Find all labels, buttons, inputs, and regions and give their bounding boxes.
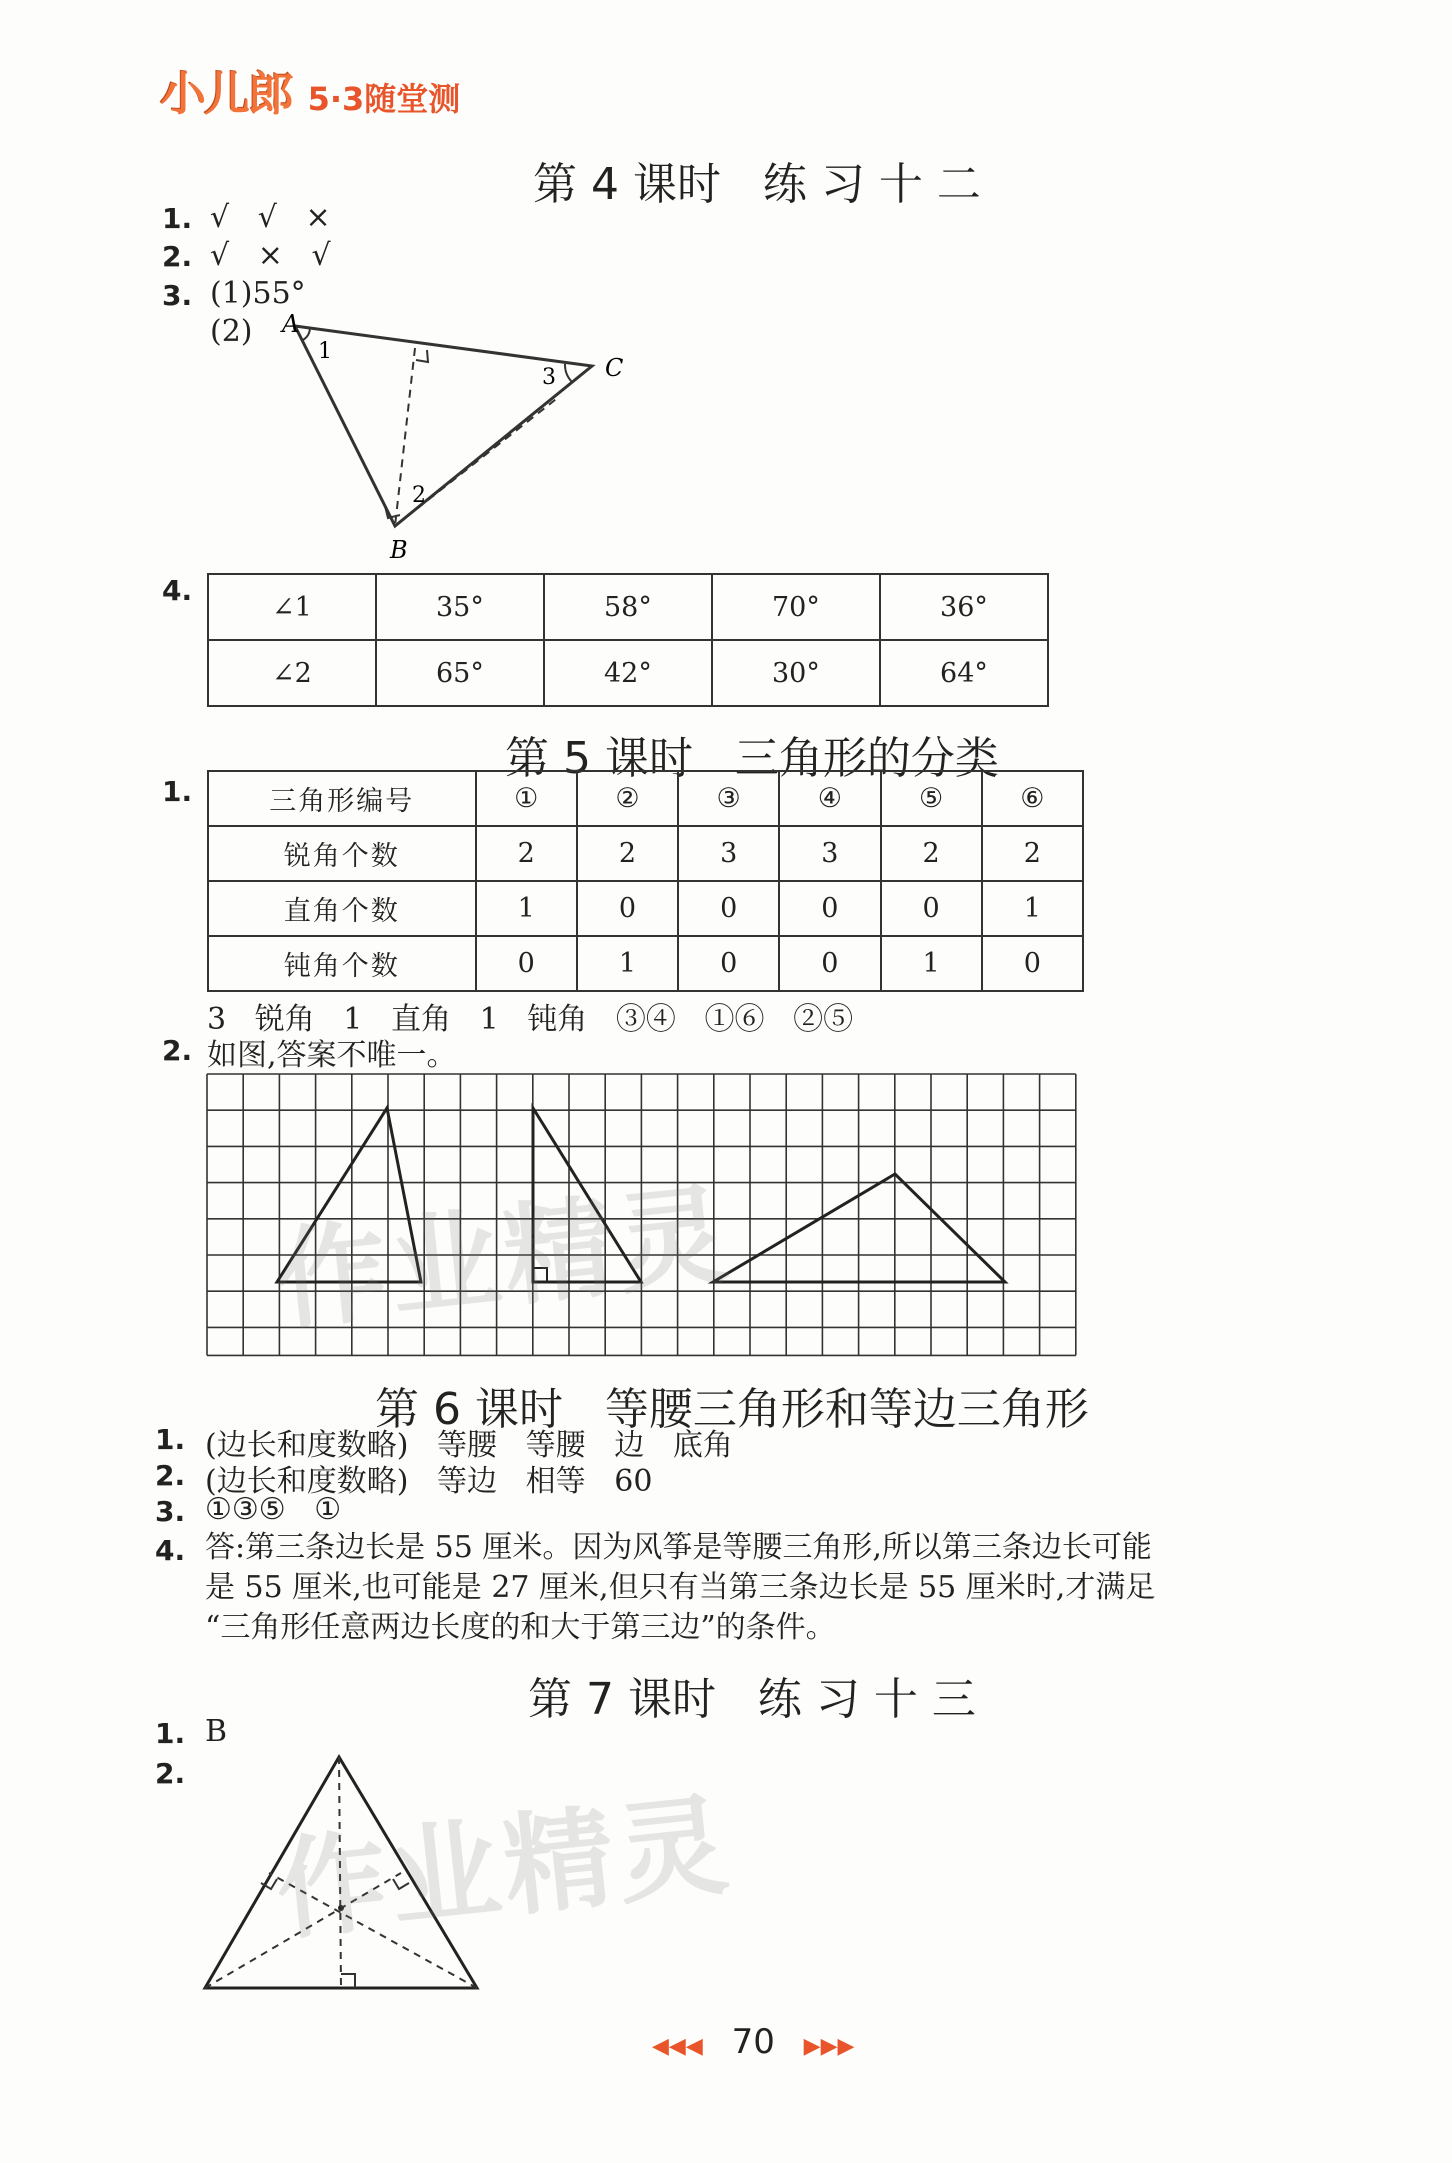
table-cell: 36°	[880, 574, 1048, 640]
table-cell: 1	[982, 881, 1083, 936]
table-row	[208, 771, 1083, 826]
table-cell: 0	[779, 936, 880, 991]
q-number: 1.	[162, 775, 193, 808]
table-row	[208, 881, 1083, 936]
table-cell: 30°	[712, 640, 880, 706]
table-cell: ⑥	[982, 771, 1083, 826]
q-number: 2.	[162, 1034, 193, 1067]
s6-q4-line-3: “三角形任意两边长度的和大于第三边”的条件。	[205, 1610, 836, 1645]
q-number: 4.	[155, 1534, 186, 1567]
table-cell: 65°	[376, 640, 544, 706]
watermark: 作业精灵	[270, 1780, 738, 1956]
s6-q4-answer	[205, 1528, 1415, 1648]
series-name: 5·3随堂测	[307, 80, 461, 118]
table-cell: 0	[779, 881, 880, 936]
table-cell: 1	[476, 881, 577, 936]
table-cell: 0	[678, 881, 779, 936]
q-number: 1.	[162, 202, 193, 235]
s4-q3b-label: (2)	[210, 314, 253, 349]
table-cell: 1	[881, 936, 982, 991]
q-number: 3.	[162, 279, 193, 312]
s5-q1-summary: 3 锐角 1 直角 1 钝角 ③④ ①⑥ ②⑤	[207, 1002, 854, 1037]
table-cell: ∠1	[208, 574, 376, 640]
table-cell: ∠2	[208, 640, 376, 706]
table-cell: 0	[577, 881, 678, 936]
s6-q3-answer: ①③⑤ ①	[205, 1492, 342, 1527]
section-7-title: 第 7 课时 练 习 十 三	[528, 1674, 976, 1725]
table-cell: 3	[779, 826, 880, 881]
table-cell: 2	[881, 826, 982, 881]
table-cell: 35°	[376, 574, 544, 640]
table-cell: 2	[577, 826, 678, 881]
table-cell: 42°	[544, 640, 712, 706]
table-cell: 0	[982, 936, 1083, 991]
left-arrows-icon: ◀◀◀	[652, 2034, 703, 2059]
table-row	[208, 826, 1083, 881]
s6-q4-line-1: 答:第三条边长是 55 厘米。因为风筝是等腰三角形,所以第三条边长可能	[205, 1530, 1152, 1565]
watermark: 作业精灵	[270, 1170, 738, 1346]
table-cell: 64°	[880, 640, 1048, 706]
s4-q1-answer: √ √ ×	[210, 200, 331, 235]
section-4-title: 第 4 课时 练 习 十 二	[533, 159, 981, 210]
triangle-classification-table	[207, 770, 1084, 992]
table-cell: 0	[678, 936, 779, 991]
angle-table	[207, 573, 1049, 707]
angle-2-label: 2	[412, 483, 426, 508]
table-cell: 三角形编号	[208, 771, 476, 826]
table-cell: 2	[476, 826, 577, 881]
table-cell: ①	[476, 771, 577, 826]
table-cell: 0	[881, 881, 982, 936]
q-number: 2.	[155, 1757, 186, 1790]
table-cell: ④	[779, 771, 880, 826]
right-arrows-icon: ▶▶▶	[803, 2034, 855, 2059]
vertex-c-label: C	[605, 354, 624, 382]
angle-1-label: 1	[318, 339, 332, 364]
q-number: 2.	[162, 240, 193, 273]
s4-q2-answer: √ × √	[210, 238, 331, 273]
s4-q3a-answer: (1)55°	[210, 276, 306, 311]
table-cell: 直角个数	[208, 881, 476, 936]
table-cell: 3	[678, 826, 779, 881]
table-cell: 70°	[712, 574, 880, 640]
q-number: 2.	[155, 1459, 186, 1492]
s5-q2-answer: 如图,答案不唯一。	[207, 1038, 457, 1073]
table-row	[208, 640, 1048, 706]
table-cell: ②	[577, 771, 678, 826]
table-cell: 2	[982, 826, 1083, 881]
table-cell: 钝角个数	[208, 936, 476, 991]
q-number: 1.	[155, 1423, 186, 1456]
page-number: 70	[731, 2022, 775, 2062]
q-number: 3.	[155, 1495, 186, 1528]
vertex-a-label: A	[282, 310, 300, 338]
table-cell: 0	[476, 936, 577, 991]
angle-3-label: 3	[542, 365, 556, 390]
q-number: 1.	[155, 1717, 186, 1750]
triangle-abc-figure	[270, 310, 650, 570]
s6-q4-line-2: 是 55 厘米,也可能是 27 厘米,但只有当第三条边长是 55 厘米时,才满足	[205, 1570, 1156, 1605]
header-logo	[160, 58, 460, 124]
section-5-title: 第 5 课时 三角形的分类	[505, 733, 999, 784]
table-cell: 1	[577, 936, 678, 991]
s6-q1-answer: (边长和度数略) 等腰 等腰 边 底角	[205, 1428, 733, 1463]
table-cell: ③	[678, 771, 779, 826]
vertex-b-label: B	[390, 536, 408, 564]
table-row	[208, 936, 1083, 991]
page-footer	[652, 2022, 854, 2062]
table-cell: ⑤	[881, 771, 982, 826]
q-number: 4.	[162, 574, 193, 607]
table-cell: 58°	[544, 574, 712, 640]
table-cell: 锐角个数	[208, 826, 476, 881]
s7-q1-answer: B	[205, 1714, 228, 1749]
s6-q2-answer: (边长和度数略) 等边 相等 60	[205, 1464, 653, 1499]
table-row	[208, 574, 1048, 640]
section-6-title: 第 6 课时 等腰三角形和等边三角形	[375, 1384, 1089, 1435]
brand-name: 小儿郎	[160, 67, 292, 121]
